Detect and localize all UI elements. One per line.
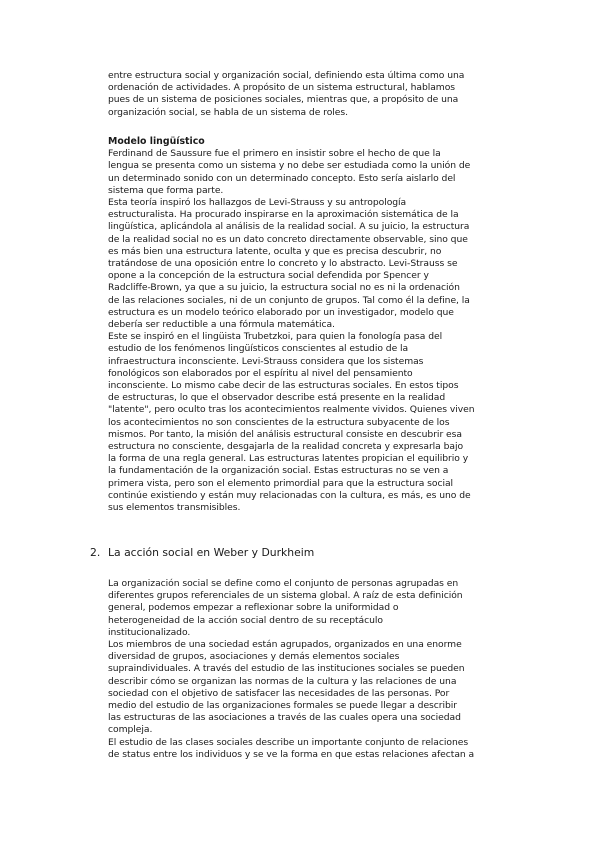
text-line: los acontecimientos no son conscientes de la estructura subyacente de los	[108, 416, 450, 428]
text-line: ordenación de actividades. A propósito de un sistema estructural, hablamos	[108, 82, 456, 94]
text-line: Ferdinand de Saussure fue el primero en insistir sobre el hecho de que la	[108, 148, 441, 160]
section2-body	[108, 578, 504, 761]
text-line: estructuralista. Ha procurado inspirarse en la aproximación sistemática de la	[108, 209, 459, 221]
text-line: las estructuras de las asociaciones a través de las cuales opera una sociedad	[108, 712, 461, 724]
text-line: Esta teoría inspiró los hallazgos de Levi-Strauss y su antropología	[108, 197, 407, 209]
text-line: estudio de los fenómenos lingüísticos conscientes al estudio de la	[108, 343, 409, 355]
text-line: pues de un sistema de posiciones sociales, mientras que, a propósito de una	[108, 94, 459, 106]
text-line: es más bien una estructura latente, oculta y que es precisa descubrir, no	[108, 245, 442, 257]
section-heading	[90, 546, 314, 560]
text-line: un determinado sonido con un determinado concepto. Esto sería aislarlo del	[108, 172, 456, 184]
text-line: diversidad de grupos, asociaciones y demás elementos sociales	[108, 651, 400, 663]
text-line: Radcliffe-Brown, ya que a su juicio, la estructura social no es ni la ordenación	[108, 282, 460, 294]
text-line: heterogeneidad de la acción social dentro de su receptáculo	[108, 614, 383, 626]
text-line: opone a la concepción de la estructura social defendida por Spencer y	[108, 270, 429, 282]
text-line: infraestructura inconsciente. Levi-Strauss considera que los sistemas	[108, 355, 424, 367]
text-line: Los miembros de una sociedad están agrupados, organizados en una enorme	[108, 639, 462, 651]
text-line: institucionalizado.	[108, 626, 191, 638]
text-line: la fundamentación de la organización social. Estas estructuras no se ven a	[108, 465, 449, 477]
text-line: entre estructura social y organización social, definiendo esta última como una	[108, 70, 465, 81]
text-line: sociedad con el objetivo de satisfacer las necesidades de las personas. Por	[108, 687, 450, 699]
text-line: inconsciente. Lo mismo cabe decir de las estructuras sociales. En estos tipos	[108, 380, 459, 392]
text-line: sus elementos transmisibles.	[108, 502, 241, 514]
section-number: 2.	[90, 546, 101, 559]
text-line: de status entre los individuos y se ve la forma en que estas relaciones afectan a	[108, 748, 475, 760]
text-line: lingüística, aplicándola al análisis de la realidad social. A su juicio, la estructura	[108, 221, 470, 233]
text-line: organización social, se habla de un sistema de roles.	[108, 106, 348, 118]
text-line: lengua se presenta como un sistema y no debe ser estudiada como la unión de	[108, 160, 471, 172]
text-line: supraindividuales. A través del estudio de las instituciones sociales se pueden	[108, 663, 465, 675]
text-line: estructura es un modelo teórico elaborado por un investigador, modelo que	[108, 306, 454, 318]
text-line: tratándose de una oposición entre lo concreto y lo abstracto. Levi-Strauss se	[108, 258, 458, 270]
subsection-heading: Modelo lingüístico	[108, 136, 205, 147]
linguistic-model-section	[108, 136, 504, 514]
text-line: compleja.	[108, 724, 153, 736]
text-line: medio del estudio de las organizaciones formales se puede llegar a describir	[108, 700, 458, 712]
text-line: general, podemos empezar a reflexionar sobre la uniformidad o	[108, 602, 399, 614]
intro-paragraph	[108, 70, 504, 119]
text-line: de las relaciones sociales, ni de un conjunto de grupos. Tal como él la define, la	[108, 294, 470, 306]
text-line: continúe existiendo y están muy relacionadas con la cultura, es más, es uno de	[108, 489, 471, 501]
section-title: La acción social en Weber y Durkheim	[108, 546, 315, 559]
text-line: El estudio de las clases sociales describe un importante conjunto de relaciones	[108, 736, 469, 748]
text-line: fonológicos son elaborados por el espíritu al nivel del pensamiento	[108, 367, 413, 379]
text-line: de estructuras, lo que el observador describe está presente en la realidad	[108, 392, 446, 404]
text-line: mismos. Por tanto, la misión del análisis estructural consiste en descubrir esa	[108, 428, 462, 440]
text-line: debería ser reductible a una fórmula matemática.	[108, 319, 335, 331]
text-line: sistema que forma parte.	[108, 184, 224, 196]
text-line: diferentes grupos referenciales de un sistema global. A raíz de esta definición	[108, 590, 463, 602]
text-line: primera vista, pero son el elemento primordial para que la estructura social	[108, 477, 454, 489]
text-line: la forma de una regla general. Las estructuras latentes propician el equilibrio y	[108, 453, 469, 465]
text-line: de la realidad social no es un dato concreto directamente observable, sino que	[108, 233, 468, 245]
text-line: estructura no consciente, desgajarla de la realidad concreta y expresarla bajo	[108, 441, 464, 453]
text-line: describir cómo se organizan las normas de la cultura y las relaciones de una	[108, 675, 457, 687]
text-line: La organización social se define como el conjunto de personas agrupadas en	[108, 578, 459, 589]
text-line: Este se inspiró en el lingüista Trubetzkoi, para quien la fonología pasa del	[108, 331, 443, 343]
text-line: "latente", pero oculto tras los acontecimientos realmente vividos. Quienes viven	[108, 404, 475, 416]
